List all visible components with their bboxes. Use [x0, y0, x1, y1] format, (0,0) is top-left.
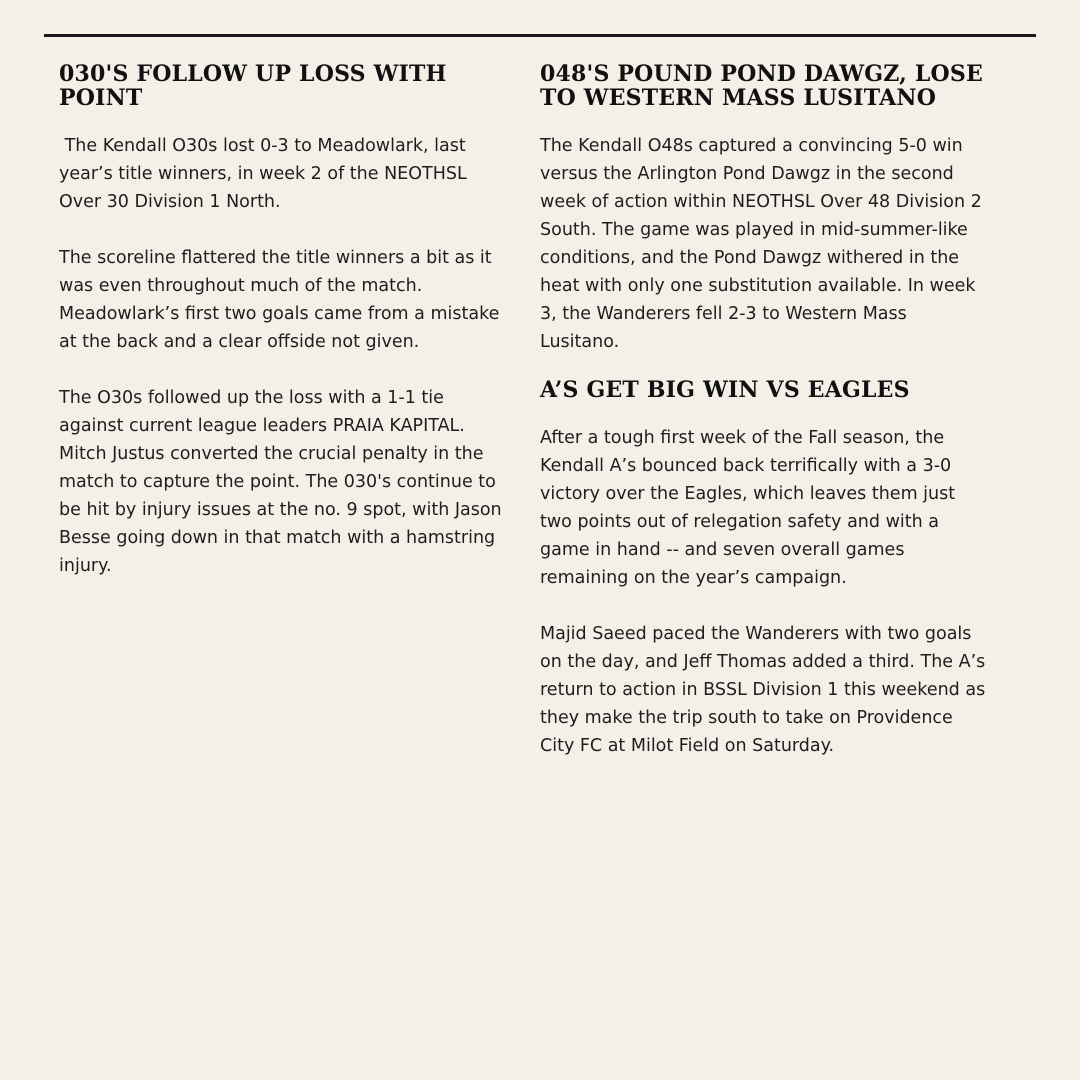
paragraph-o30s-1: The Kendall O30s lost 0-3 to Meadowlark, last year’s title winners, in week 2 of the NEOTHSL Over 30 Division 1 North. — [59, 136, 473, 212]
paragraph-o30s-2: The scoreline flattered the title winners a bit as it was even throughout much of the match. Meadowlark’s first two goals came from a mistake at the back and a clear offside not given. — [59, 248, 505, 352]
paragraph-a-team-2: Majid Saeed paced the Wanderers with two goals on the day, and Jeff Thomas added a third. The A’s return to action in BSSL Division 1 this weekend as they make the trip south to take on Providence City FC at Milot Field on Saturday. — [540, 624, 991, 756]
article-right-column — [540, 62, 990, 788]
article-left-o30s — [59, 62, 509, 608]
paragraph-o48s-1: The Kendall O48s captured a convincing 5-0 win versus the Arlington Pond Dawgz in the second week of action within NEOTHSL Over 48 Division 2 South. The game was played in mid-summer-like conditions, and the Pond Dawgz withered in the heat with only one substitution available. In week 3, the Wanderers fell 2-3 to Western Mass Lusitano. — [540, 136, 988, 352]
article-o48s — [540, 62, 990, 356]
top-divider-rule — [44, 34, 1036, 37]
paragraph-o30s-3: The O30s followed up the loss with a 1-1 tie against current league leaders PRAIA KAPITAL. Mitch Justus converted the crucial penalty in the match to capture the point. The 030's continue to be hit by injury issues at the no. 9 spot, with Jason Besse going down in that match with a hamstring injury. — [59, 388, 508, 576]
headline-o48s: 048'S POUND POND DAWGZ, LOSE TO WESTERN MASS LUSITANO — [540, 61, 983, 111]
paragraph-a-team-1: After a tough first week of the Fall season, the Kendall A’s bounced back terrifically with a 3-0 victory over the Eagles, which leaves them just two points out of relegation safety and with a game in hand -- and seven overall games remaining on the year’s campaign. — [540, 428, 961, 588]
headline-a-team: A’S GET BIG WIN VS EAGLES — [540, 377, 910, 403]
article-a-team — [540, 378, 990, 760]
headline-o30s: 030'S FOLLOW UP LOSS WITH POINT — [59, 61, 447, 111]
